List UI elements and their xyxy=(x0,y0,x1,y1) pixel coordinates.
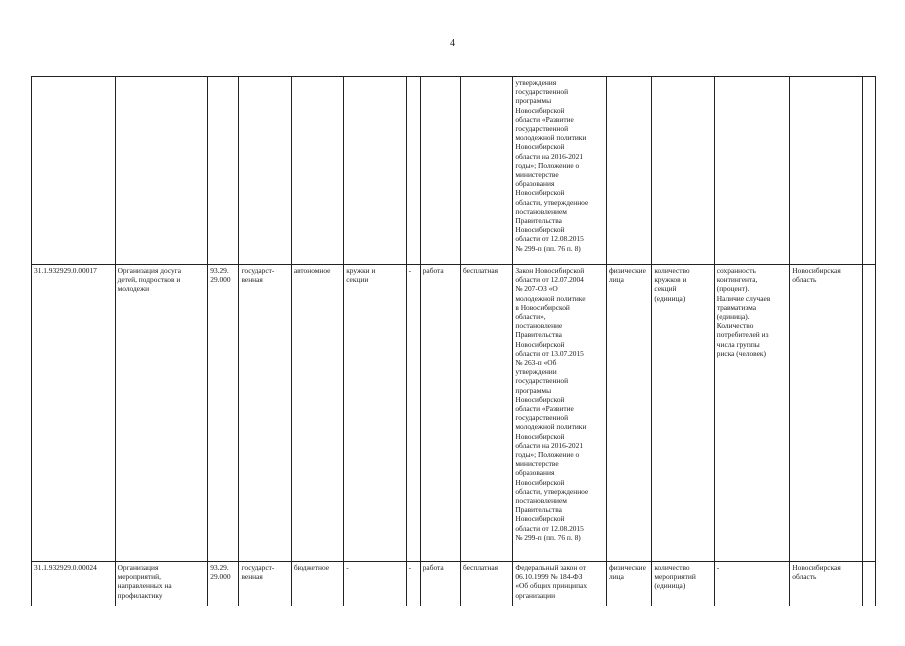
cell-quality xyxy=(714,77,790,265)
cell-content: кружки и секции xyxy=(344,265,406,562)
cell-volume xyxy=(652,77,714,265)
cell-legal-basis: Федеральный закон от 06.10.1999 № 184-ФЗ «Об общих принципах организации xyxy=(513,562,607,610)
cell-content xyxy=(344,77,406,265)
cell-legal-basis: утверждения государственной программы Новосибирской области «Развитие государственной молодежной политики Новосибирской области на 2016-2021 годы»; Положение о министерстве образования Новосибирской области, утвержденное постановлением Правительства Новосибирской области от 12.08.2015 № 299-п (пп. 76 п. 8) xyxy=(513,77,607,265)
cell-payment: бесплатная xyxy=(461,265,513,562)
table-row xyxy=(32,265,876,562)
cell-code: 31.1.932929.0.00017 xyxy=(32,265,116,562)
cell-condition: - xyxy=(406,265,420,562)
cell-consumers xyxy=(607,77,652,265)
cell-extra xyxy=(862,562,875,610)
cell-type xyxy=(420,77,460,265)
cell-volume: количество мероприятий (единица) xyxy=(652,562,714,610)
cell-region xyxy=(790,77,863,265)
cell-consumers: физические лица xyxy=(607,265,652,562)
cell-ownership: государст- венная xyxy=(239,265,291,562)
cell-payment: бесплатная xyxy=(461,562,513,610)
cell-institution-type: бюджетное xyxy=(291,562,343,610)
cell-legal-basis: Закон Новосибирской области от 12.07.2004 № 207-ОЗ «О молодежной политике в Новосибирской области», постановление Правительства Новосибирской области от 13.07.2015 № 263-п «Об утверждении государственной программы Новосибирской области «Развитие государственной молодежной политики Новосибирской области на 2016-2021 годы»; Положение о министерстве образования Новосибирской области, утвержденное постановлением Правительства Новосибирской области от 12.08.2015 № 299-п (пп. 76 п. 8) xyxy=(513,265,607,562)
cell-volume: количество кружков и секций (единица) xyxy=(652,265,714,562)
cell-content: - xyxy=(344,562,406,610)
cell-code: 31.1.932929.0.00024 xyxy=(32,562,116,610)
services-table xyxy=(31,76,876,610)
cell-okved xyxy=(208,77,239,265)
cell-institution-type xyxy=(291,77,343,265)
table-row xyxy=(32,562,876,610)
cell-name: Организация досуга детей, подростков и молодежи xyxy=(115,265,208,562)
cell-okved: 93.29. 29.000 xyxy=(208,562,239,610)
cell-region: Новосибирская область xyxy=(790,265,863,562)
cell-ownership xyxy=(239,77,291,265)
cell-ownership: государст- венная xyxy=(239,562,291,610)
cell-condition xyxy=(406,77,420,265)
cell-type: работа xyxy=(420,562,460,610)
cell-type: работа xyxy=(420,265,460,562)
page-number: 4 xyxy=(450,38,455,49)
page-bottom-margin xyxy=(0,606,905,646)
cell-payment xyxy=(461,77,513,265)
cell-extra xyxy=(862,77,875,265)
cell-quality: - xyxy=(714,562,790,610)
cell-okved: 93.29. 29.000 xyxy=(208,265,239,562)
cell-name: Организация мероприятий, направленных на профилактику xyxy=(115,562,208,610)
cell-condition: - xyxy=(406,562,420,610)
cell-quality: сохранность контингента, (процент). Наличие случаев травматизма (единица). Количество потребителей из числа группы риска (человек) xyxy=(714,265,790,562)
cell-institution-type: автономное xyxy=(291,265,343,562)
cell-extra xyxy=(862,265,875,562)
cell-name xyxy=(115,77,208,265)
cell-region: Новосибирская область xyxy=(790,562,863,610)
cell-code xyxy=(32,77,116,265)
cell-consumers: физические лица xyxy=(607,562,652,610)
table-row xyxy=(32,77,876,265)
